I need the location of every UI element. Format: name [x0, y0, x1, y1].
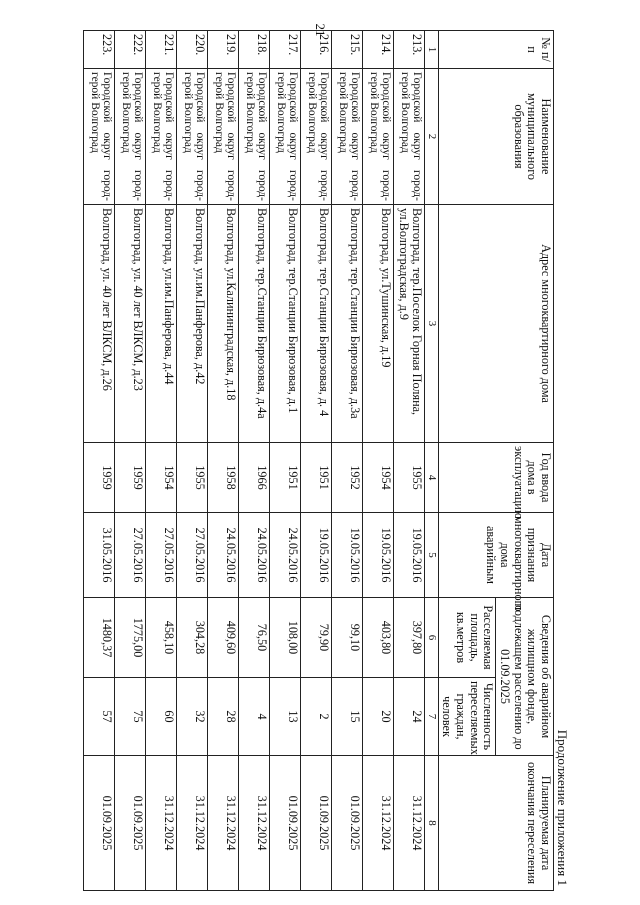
row-area: 1775,00: [115, 598, 146, 678]
row-num: 213.: [394, 31, 425, 69]
row-people: 28: [208, 678, 239, 756]
header-num: № п/п: [438, 31, 553, 69]
row-num: 219.: [208, 31, 239, 69]
row-planned: 31.12.2024: [239, 756, 270, 891]
column-number: 1: [425, 31, 438, 69]
row-municipality: Городской округ город-герой Волгоград: [363, 69, 394, 205]
row-year: 1954: [363, 443, 394, 513]
row-people: 60: [146, 678, 177, 756]
row-area: 458,10: [146, 598, 177, 678]
header-row: [496, 31, 554, 891]
row-date: 19.05.2016: [301, 513, 332, 598]
row-address: Волгоград, тер.Поселок Горная Поляна, ул.Волгоградская, д.9: [394, 205, 425, 443]
row-people: 24: [394, 678, 425, 756]
row-people: 32: [177, 678, 208, 756]
row-people: 4: [239, 678, 270, 756]
row-municipality: Городской округ город-герой Волгоград: [146, 69, 177, 205]
row-year: 1954: [146, 443, 177, 513]
row-area: 76,50: [239, 598, 270, 678]
row-planned: 01.09.2025: [270, 756, 301, 891]
housing-table: [83, 30, 554, 891]
row-municipality: Городской округ город-герой Волгоград: [208, 69, 239, 205]
table-row: [394, 31, 425, 891]
row-municipality: Городской округ город-герой Волгоград: [394, 69, 425, 205]
row-people: 13: [270, 678, 301, 756]
row-address: Волгоград, ул. 40 лет ВЛКСМ, д.26: [84, 205, 115, 443]
row-area: 397,80: [394, 598, 425, 678]
rotated-sheet: [50, 30, 570, 890]
row-area: 409,60: [208, 598, 239, 678]
row-year: 1951: [301, 443, 332, 513]
row-planned: 01.09.2025: [332, 756, 363, 891]
row-year: 1955: [394, 443, 425, 513]
column-number: 5: [425, 513, 438, 598]
row-num: 218.: [239, 31, 270, 69]
table-row: [84, 31, 115, 891]
column-number: 6: [425, 598, 438, 678]
row-planned: 01.09.2025: [115, 756, 146, 891]
table-row: [146, 31, 177, 891]
table-row: [115, 31, 146, 891]
table-row: [270, 31, 301, 891]
column-number: 7: [425, 678, 438, 756]
row-date: 27.05.2016: [115, 513, 146, 598]
row-num: 220.: [177, 31, 208, 69]
header-municipality: Наименование муниципального образования: [438, 69, 553, 205]
row-date: 19.05.2016: [332, 513, 363, 598]
row-address: Волгоград, ул. 40 лет ВЛКСМ, д.23: [115, 205, 146, 443]
column-number: 8: [425, 756, 438, 891]
header-emergency-info: Сведения об аварийном жилищном фонде, подлежащем расселению до 01.09.2025: [496, 598, 554, 756]
row-area: 304,28: [177, 598, 208, 678]
column-number: 4: [425, 443, 438, 513]
row-date: 24.05.2016: [208, 513, 239, 598]
row-municipality: Городской округ город-герой Волгоград: [115, 69, 146, 205]
header-year: Год ввода дома в эксплуатацию: [438, 443, 553, 513]
row-num: 221.: [146, 31, 177, 69]
header-people: Численность переселяемых граждан, человек: [438, 678, 496, 756]
row-num: 215.: [332, 31, 363, 69]
row-address: Волгоград, тер.Станции Бирюзовая, д.1: [270, 205, 301, 443]
row-year: 1955: [177, 443, 208, 513]
row-municipality: Городской округ город-герой Волгоград: [301, 69, 332, 205]
table-row: [332, 31, 363, 891]
row-municipality: Городской округ город-герой Волгоград: [270, 69, 301, 205]
row-area: 79,90: [301, 598, 332, 678]
row-municipality: Городской округ город-герой Волгоград: [332, 69, 363, 205]
row-people: 2: [301, 678, 332, 756]
row-num: 223.: [84, 31, 115, 69]
row-address: Волгоград, тер.Станции Бирюзовая, д.4а: [239, 205, 270, 443]
row-address: Волгоград, ул.Тушинская, д.19: [363, 205, 394, 443]
row-planned: 31.12.2024: [363, 756, 394, 891]
row-planned: 31.12.2024: [146, 756, 177, 891]
row-municipality: Городской округ город-герой Волгоград: [239, 69, 270, 205]
row-area: 1480,37: [84, 598, 115, 678]
row-planned: 31.12.2024: [394, 756, 425, 891]
row-address: Волгоград, ул.Калининградская, д.18: [208, 205, 239, 443]
row-date: 27.05.2016: [146, 513, 177, 598]
row-address: Волгоград, ул.им.Панферова, д.44: [146, 205, 177, 443]
row-municipality: Городской округ город-герой Волгоград: [84, 69, 115, 205]
header-planned-date: Планируемая дата окончания переселения: [438, 756, 553, 891]
header-address: Адрес многоквартирного дома: [438, 205, 553, 443]
row-address: Волгоград, тер.Станции Бирюзовая, д.3а: [332, 205, 363, 443]
row-people: 15: [332, 678, 363, 756]
row-num: 216.: [301, 31, 332, 69]
table-row: [363, 31, 394, 891]
row-people: 20: [363, 678, 394, 756]
row-planned: 01.09.2025: [84, 756, 115, 891]
row-address: Волгоград, ул.им.Панферова, д.42: [177, 205, 208, 443]
row-date: 24.05.2016: [270, 513, 301, 598]
row-year: 1966: [239, 443, 270, 513]
row-people: 57: [84, 678, 115, 756]
continuation-title: Продолжение приложения 1: [555, 729, 570, 886]
column-number: 3: [425, 205, 438, 443]
header-date-recognized: Дата признания многоквартирного дома аварийным: [438, 513, 553, 598]
row-area: 99,10: [332, 598, 363, 678]
column-number: 2: [425, 69, 438, 205]
column-number-row: [425, 31, 438, 891]
row-year: 1959: [84, 443, 115, 513]
row-area: 108,00: [270, 598, 301, 678]
row-date: 27.05.2016: [177, 513, 208, 598]
row-planned: 31.12.2024: [177, 756, 208, 891]
row-planned: 31.12.2024: [208, 756, 239, 891]
row-year: 1959: [115, 443, 146, 513]
row-planned: 01.09.2025: [301, 756, 332, 891]
row-year: 1951: [270, 443, 301, 513]
page-number: 21: [313, 23, 328, 37]
table-row: [239, 31, 270, 891]
row-date: 24.05.2016: [239, 513, 270, 598]
row-year: 1958: [208, 443, 239, 513]
header-area: Расселяемая площадь, кв.метров: [438, 598, 496, 678]
row-date: 31.05.2016: [84, 513, 115, 598]
table-row: [301, 31, 332, 891]
row-year: 1952: [332, 443, 363, 513]
row-municipality: Городской округ город-герой Волгоград: [177, 69, 208, 205]
row-people: 75: [115, 678, 146, 756]
table-row: [208, 31, 239, 891]
row-num: 214.: [363, 31, 394, 69]
row-address: Волгоград, тер.Станции Бирюзовая, д. 4: [301, 205, 332, 443]
table-row: [177, 31, 208, 891]
row-area: 403,80: [363, 598, 394, 678]
row-date: 19.05.2016: [363, 513, 394, 598]
row-num: 222.: [115, 31, 146, 69]
row-num: 217.: [270, 31, 301, 69]
row-date: 19.05.2016: [394, 513, 425, 598]
